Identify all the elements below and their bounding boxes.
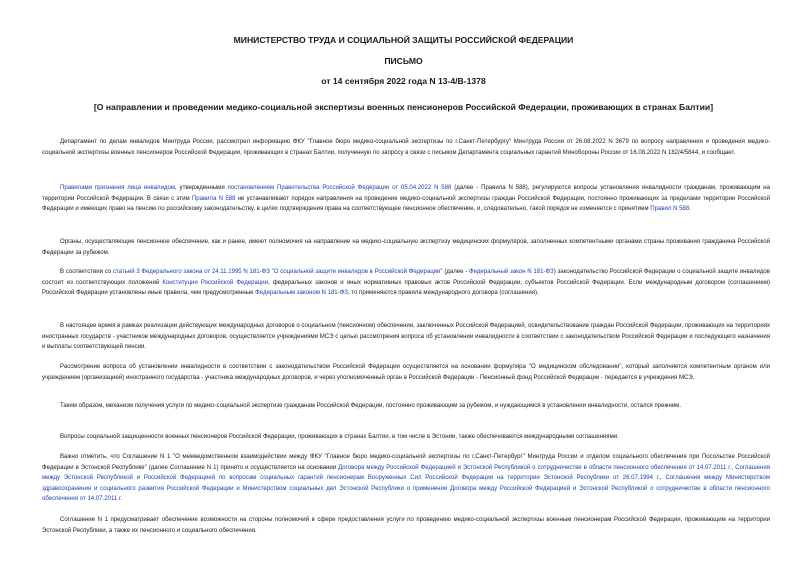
paragraph [42, 137, 770, 158]
paragraph-text: , [659, 475, 666, 481]
paragraph-text: Органы, осуществляющие пенсионное обеспечение, как и ранее, имеют полномочия на направление на медико-социальную экспертизу медицинских формуляров, заполненных компетентными органами страны проживания гражданина Российской Федерации за рубежом. [42, 239, 770, 256]
paragraph-text: (далее - Правила N 588), регулируются вопросы установления инвалидности гражданам, проживающим на территории Российской Федерации. В связи с этим [42, 185, 770, 202]
link-federal-law-181-article-3[interactable]: статьей 3 Федерального закона от 24.11.1995 N 181-ФЗ "О социальной защите инвалидов в Российской Федерации" [112, 269, 443, 275]
paragraph [42, 515, 770, 536]
document-date-number: от 14 сентября 2022 года N 13-4/В-1378 [321, 76, 486, 86]
paragraph-text: Важно отметить, что Соглашение N 1 "О межведомственном взаимодействии между ФКУ "Главное бюро медико-социальной экспертизы по г.Санкт-Петербург" Минтруда России и отделом социального обеспечения при Посольстве Российской Федерации в Эстонской Республике" (далее Соглашение N 1) принято и осуществляется на основании [42, 454, 770, 471]
link-government-decree-588[interactable]: постановлением Правительства Российской Федерации от 05.04.2022 N 588 [227, 185, 452, 191]
ministry-title: МИНИСТЕРСТВО ТРУДА И СОЦИАЛЬНОЙ ЗАЩИТЫ РОССИЙСКОЙ ФЕДЕРАЦИИ [233, 35, 574, 45]
paragraph [42, 432, 770, 443]
link-federal-law-181[interactable]: Федеральным законом N 181-ФЗ [255, 290, 348, 296]
paragraph-text: не устанавливают порядок направления на проведение медико-социальной экспертизы граждан Российской Федерации, постоянно проживающих за пределами территории Российской Федерации и имеющих право на пенсию по российскому законодательству, в целях подтверждения права на соответствующее пенсионное обеспечение, и, следовательно, такой порядок не изменяется с принятием [42, 195, 770, 212]
paragraph-text: Соглашение N 1 предусматривает обеспечение возможности на стороны полномочий в сфере предоставления услуги по проведению медико-социальной экспертизы военным пенсионерам Российской Федерации, проживающим на территории Эстонской Республики, а также их пенсионного и социального обеспечения. [42, 517, 770, 534]
link-rules-disability[interactable]: Правилами признания лица инвалидом [60, 185, 176, 191]
paragraph [42, 401, 770, 412]
paragraph [42, 362, 770, 383]
paragraph-text: Таким образом, механизм получения услуги по медико-социальной экспертизе гражданам Российской Федерации, постоянно проживающим за рубежом, и нуждающимся в установлении инвалидности, остался прежним. [60, 403, 682, 409]
paragraph [42, 183, 770, 215]
paragraph-text: Рассмотрение вопроса об установлении инвалидности в соответствии с законодательством Российской Федерации осуществляется на основании формуляра "О медицинском обследовании", который заполняется компетентным органом или учреждением (организацией) иностранного государства - участника международных договоров, и через уполномоченный орган в Российской Федерации - Пенсионный фонд Российской Федерации - передается в учреждения МСЭ. [42, 364, 770, 381]
link-constitution[interactable]: Конституции Российской Федерации [162, 279, 269, 286]
link-treaty-pension-estonia[interactable]: Договора между Российской Федерацией и Эстонской Республикой о сотрудничестве в области пенсионного обеспечения от 14.07.2011 г. [338, 464, 732, 471]
paragraph-text: , то применяются правила международного договора (соглашения). [347, 290, 539, 296]
paragraph [42, 321, 770, 353]
paragraph [42, 452, 770, 505]
paragraph-text: ) законодательство Российской Федерации о социальной защите инвалидов состоит из соответствующих положений [42, 269, 770, 286]
link-agreement-military-pensioners[interactable]: Соглашения между Эстонской Республикой и Российской Федерацией по вопросам социальных гарантий пенсионерам Вооруженных Сил Российской Федерации на территории Эстонской Республики от 26.07.1994 г. [42, 464, 770, 481]
paragraph-text: Департамент по делам инвалидов Минтруда России, рассмотрел информацию ФКУ "Главное бюро медико-социальной экспертизы по г.Санкт-Петербургу" Минтруда России от 26.08.2022 N 3679 по вопросу направления и проведения медико-социальной экспертизы военных пенсионеров Российской Федерации, проживающих в странах Балтии, полученную по запросу в связи с письмом Департамента социальных гарантий Минобороны России от 16.08.2022 N 182/4/5844, и сообщает. [42, 139, 770, 156]
paragraph-text: В настоящее время в рамках реализации действующих международных договоров о социальном (пенсионном) обеспечении, заключенных Российской Федерацией, освидетельствование граждан Российской Федерации, проживающих на территориях иностранных государств - участников международных договоров, осуществляется учреждениями МСЭ с целью рассмотрения вопроса об установлении инвалидности в соответствии с законодательством Российской Федерации и последующего назначения и выплаты соответствующей пенсии. [42, 323, 770, 350]
paragraph-text: В соответствии со [60, 269, 113, 275]
paragraph [42, 267, 770, 299]
link-rules-588[interactable]: Правила N 588 [191, 195, 236, 202]
link-rules-588[interactable]: Правил N 588 [650, 206, 690, 212]
paragraph-text: , [731, 464, 736, 471]
link-federal-law-181[interactable]: Федеральный закон N 181-ФЗ [469, 269, 554, 275]
paragraph [42, 237, 770, 258]
document-subject: [О направлении и проведении медико-социальной экспертизы военных пенсионеров Российской Федерации, проживающих в странах Балтии] [93, 102, 714, 112]
paragraph-text: . [689, 206, 691, 212]
paragraph-text: , федеральных законов и иных нормативных правовых актов Российской Федерации, субъектов Российской Федерации. Если международным договором (соглашением) Российской Федерации установлены иные правила, чем предусмотренные [42, 279, 770, 296]
paragraph-text: , утвержденными [175, 185, 228, 191]
paragraph-text: (далее - [442, 269, 470, 275]
link-agreement-ministries[interactable]: Соглашения между Министерством здравоохранения и социального развития Российской Федерации и Министерством социальных дел Эстонской Республики о применении Договора между Российской Федерацией и Эстонской Республикой о сотрудничестве в области пенсионного обеспечения от 14.07.2011 г. [42, 475, 770, 502]
document-type: ПИСЬМО [384, 56, 423, 66]
paragraph-text: Вопросы социальной защищенности военных пенсионеров Российской Федерации, проживающих в странах Балтии, в том числе в Эстонии, также обеспечиваются международными соглашениями. [60, 434, 619, 440]
